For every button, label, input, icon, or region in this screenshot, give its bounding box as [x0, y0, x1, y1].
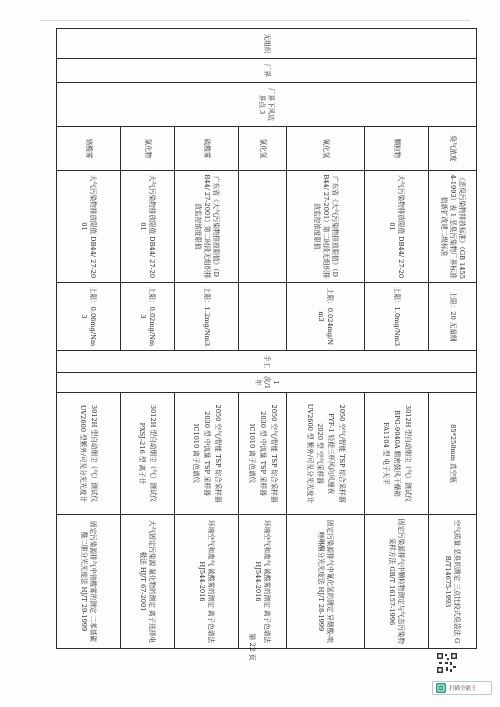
- qr-code-icon: [436, 652, 458, 674]
- standard-cell: 大气污染物排放限值 DB44/ 27-2001: [365, 171, 429, 283]
- equipment-item: FA1104 型 电子天平: [382, 422, 391, 485]
- method-cell: 大气固定污染源 氟化物的测定 离子选择电极法 HJ/T 67-2001: [121, 515, 175, 649]
- equipment-cell: 85*250mm 真空瓶: [429, 393, 477, 515]
- substance-cell: 臭气浓度: [429, 127, 477, 171]
- substance-cell: 颗粒物: [365, 127, 429, 171]
- category-cell-1: 无组织: [57, 29, 477, 59]
- equipment-cell: [365, 393, 429, 515]
- standard-cell: 大气污染物排放限值 DB44/ 27-2001: [57, 171, 121, 283]
- equipment-item: FYF-1 轻便三杯风向风速表: [327, 412, 336, 495]
- equipment-item: UV2600 型 紫外/可见分光光度计: [305, 403, 314, 504]
- substance-cell: 铬酸雾: [57, 127, 121, 171]
- limit-cell: 上限：20 无量纲: [429, 283, 477, 351]
- equipment-item: PXSJ-216 型 离子计: [138, 422, 147, 485]
- method-cell: 固定污染源排气中氰化氢的测定 异烟酸-吡唑啉酮分光光度法 HJ/T 28-1999: [287, 515, 365, 649]
- equipment-cell: [121, 393, 175, 515]
- equipment-item: 2020 型 空气采样器: [316, 423, 325, 484]
- scanner-badge: [432, 681, 492, 695]
- equipment-item: 3012H 型自动烟尘（气）测试仪: [90, 404, 99, 503]
- method-cell: 空气质量 恶臭的测定 三点比较式臭袋法 GB/T14675-1993: [429, 515, 477, 649]
- equipment-cell: [287, 393, 365, 515]
- limit-cell: 上限：0.06mg/Nm3: [57, 283, 121, 351]
- equipment-cell: [175, 393, 239, 515]
- scanner-badge-label: 扫描全能王: [449, 686, 477, 692]
- equipment-item: 2050 空气/智能 TSP 综合采样器: [213, 404, 222, 503]
- standard-cell: 广东省《大气污染物排放限值》（DB44/ 27-2001）第二时段无组织排放监控浓度限值: [287, 171, 365, 283]
- equipment-item: 2050 空气/智能 TSP 综合采样器: [269, 404, 278, 503]
- substance-cell: 氯化物: [121, 127, 175, 171]
- equipment-item: 2030 型 中流量 TSP 采样器: [258, 411, 267, 496]
- method-cell: 固定污染源排气中颗粒物测定与气态污染物采样方法 GB/T 16157-1996: [365, 515, 429, 649]
- method-cell: 环境空气和废气 硫酸雾的测定 离子色谱法 HJ544-2016: [239, 515, 287, 649]
- method-cell: 固定污染源排气中铬酸雾的测定 二苯基碳酰二肼分光光度法 HJ/T 29-1999: [57, 515, 121, 649]
- equipment-item: BPG-9040A 精密鼓风干燥箱: [392, 410, 401, 497]
- equipment-item: 3012H 型自动烟尘（气）测试仪: [403, 404, 412, 503]
- standard-cell: 《恶臭污染物排放标准》（GB 14554-1993）表 1 恶臭污染物厂界标准值新扩改建二级标准: [429, 171, 477, 283]
- top-margin-line: [40, 20, 470, 21]
- equipment-cell: [239, 393, 287, 515]
- mode-cell: 手工: [57, 351, 477, 373]
- equipment-item: IC1010 离子色谱仪: [192, 423, 201, 484]
- rotated-table-container: [57, 28, 477, 648]
- monitoring-table: [56, 28, 477, 649]
- substance-cell: 氰化氢: [287, 127, 365, 171]
- monitoring-point-cell: 厂界下风边界点 3: [57, 83, 477, 127]
- standard-cell: 广东省《大气污染物排放限值》（DB44/ 27-2001）第二时段无组织排放监控浓度限值: [175, 171, 239, 283]
- substance-cell: 氯化氢: [239, 127, 287, 171]
- limit-cell: 上限：0.02mg/Nm3: [121, 283, 175, 351]
- limit-cell: 上限：0.024mg/Nm3: [287, 283, 365, 351]
- substance-cell: 硫酸雾: [175, 127, 239, 171]
- table-row: [429, 29, 477, 649]
- scanner-logo-icon: [436, 683, 446, 693]
- standard-cell: 大气污染物排放限值 DB44/ 27-2001: [121, 171, 175, 283]
- frequency-cell: 1 次/1 年: [57, 373, 477, 393]
- page-number: 第 22 页: [248, 633, 256, 661]
- method-cell: 环境空气和废气 硫酸雾的测定 离子色谱法 HJ544-2016: [175, 515, 239, 649]
- equipment-item: IC1010 离子色谱仪: [248, 423, 257, 484]
- category-cell-2: 厂界: [57, 59, 477, 83]
- limit-cell: 上限：1.2mg/Nm3: [175, 283, 239, 351]
- equipment-item: 2050 空气/智能 TSP 综合采样器: [338, 404, 347, 503]
- equipment-cell: [57, 393, 121, 515]
- standard-cell: [239, 171, 287, 283]
- equipment-item: UV2600 型紫外/可见分光光度计: [79, 404, 88, 503]
- equipment-item: 2030 型 中流量 TSP 采样器: [202, 411, 211, 496]
- limit-cell: 上限：1.0mg/Nm3: [365, 283, 429, 351]
- limit-cell: [239, 283, 287, 351]
- equipment-item: 3012H 型自动烟尘（气）测试仪: [149, 404, 158, 503]
